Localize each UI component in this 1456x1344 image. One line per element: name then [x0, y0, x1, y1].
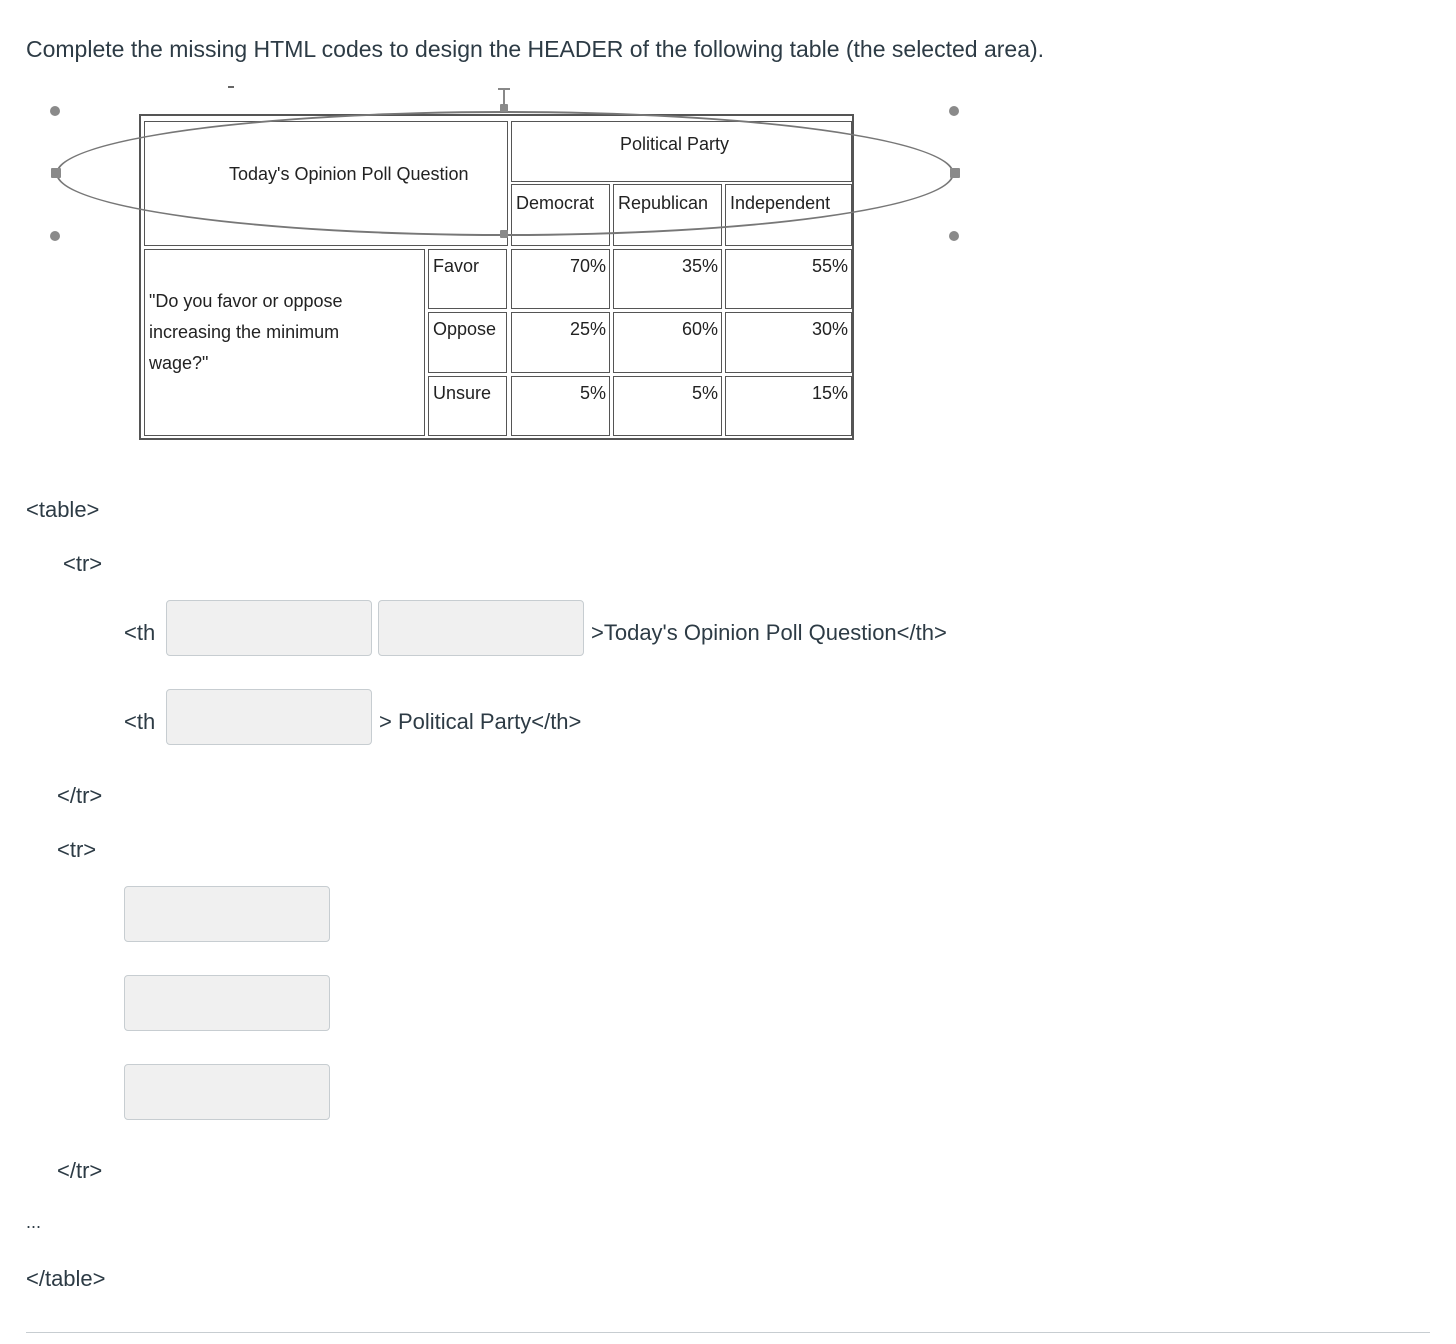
header-democrat-cell [511, 184, 610, 246]
header-republican-text: Republican [618, 193, 709, 213]
row-favor-label: Favor [433, 256, 480, 276]
rotate-handle-icon [503, 88, 505, 106]
code-th-prefix-1: <th [124, 620, 156, 645]
code-tr-close-1: </tr> [57, 783, 103, 808]
question-text: Complete the missing HTML codes to design the HEADER of the following table (the selected area). [26, 36, 1045, 62]
header-party-cell [511, 121, 852, 182]
header-democrat-text: Democrat [516, 193, 595, 213]
row-oppose-independent [725, 312, 852, 373]
value-cell: 5% [691, 383, 718, 403]
row-unsure-label: Unsure [433, 383, 492, 403]
blank-input-2[interactable] [378, 600, 584, 656]
row-favor-republican [613, 249, 722, 309]
value-cell: 55% [811, 256, 848, 276]
blank-input-4[interactable] [124, 886, 330, 942]
value-cell: 70% [569, 256, 606, 276]
row-oppose-republican [613, 312, 722, 373]
selection-handle-icon [50, 106, 60, 116]
blank-input-1[interactable] [166, 600, 372, 656]
code-tr-close-2: </tr> [57, 1158, 103, 1183]
header-independent-cell [725, 184, 852, 246]
value-cell: 60% [681, 319, 718, 339]
body-question-text: "Do you favor or oppose increasing the minimum wage?" [149, 291, 343, 373]
blank-input-3[interactable] [166, 689, 372, 745]
poll-table-image [139, 114, 854, 440]
value-cell: 25% [569, 319, 606, 339]
selection-handle-icon [949, 106, 959, 116]
value-cell: 35% [681, 256, 718, 276]
header-independent-text: Independent [730, 193, 831, 213]
code-table-open: <table> [26, 497, 100, 522]
row-oppose-label: Oppose [433, 319, 497, 339]
header-republican-cell [613, 184, 722, 246]
table-figure [0, 0, 1456, 460]
header-party-text: Political Party [620, 134, 730, 154]
row-favor-independent [725, 249, 852, 309]
code-tr-open-1: <tr> [63, 551, 103, 576]
rotate-handle-icon [228, 86, 234, 88]
selection-handle-icon [50, 231, 60, 241]
row-unsure-republican [613, 376, 722, 436]
row-unsure-democrat [511, 376, 610, 436]
rotate-handle-icon [498, 88, 510, 90]
selection-handle-icon [51, 168, 61, 178]
bottom-divider [26, 1332, 1430, 1333]
header-question-text: Today's Opinion Poll Question [229, 164, 469, 184]
code-ellipsis: ... [26, 1212, 42, 1232]
value-cell: 5% [579, 383, 606, 403]
code-th-suffix-2: > Political Party</th> [379, 709, 582, 734]
value-cell: 30% [811, 319, 848, 339]
row-oppose-democrat [511, 312, 610, 373]
code-th-prefix-2: <th [124, 709, 156, 734]
selection-handle-icon [950, 168, 960, 178]
value-cell: 15% [811, 383, 848, 403]
blank-input-6[interactable] [124, 1064, 330, 1120]
code-th-suffix-1: >Today's Opinion Poll Question</th> [591, 620, 947, 645]
selection-handle-icon [500, 104, 508, 112]
code-table-close: </table> [26, 1266, 106, 1291]
body-question-cell [144, 249, 425, 436]
code-tr-open-2: <tr> [57, 837, 97, 862]
header-question-cell [144, 121, 508, 246]
row-unsure-independent [725, 376, 852, 436]
row-favor-democrat [511, 249, 610, 309]
selection-ellipse [56, 111, 954, 236]
selection-handle-icon [500, 230, 508, 238]
selection-handle-icon [949, 231, 959, 241]
row-oppose-label-cell [428, 312, 507, 373]
row-favor-label-cell [428, 249, 507, 309]
row-unsure-label-cell [428, 376, 507, 436]
blank-input-5[interactable] [124, 975, 330, 1031]
